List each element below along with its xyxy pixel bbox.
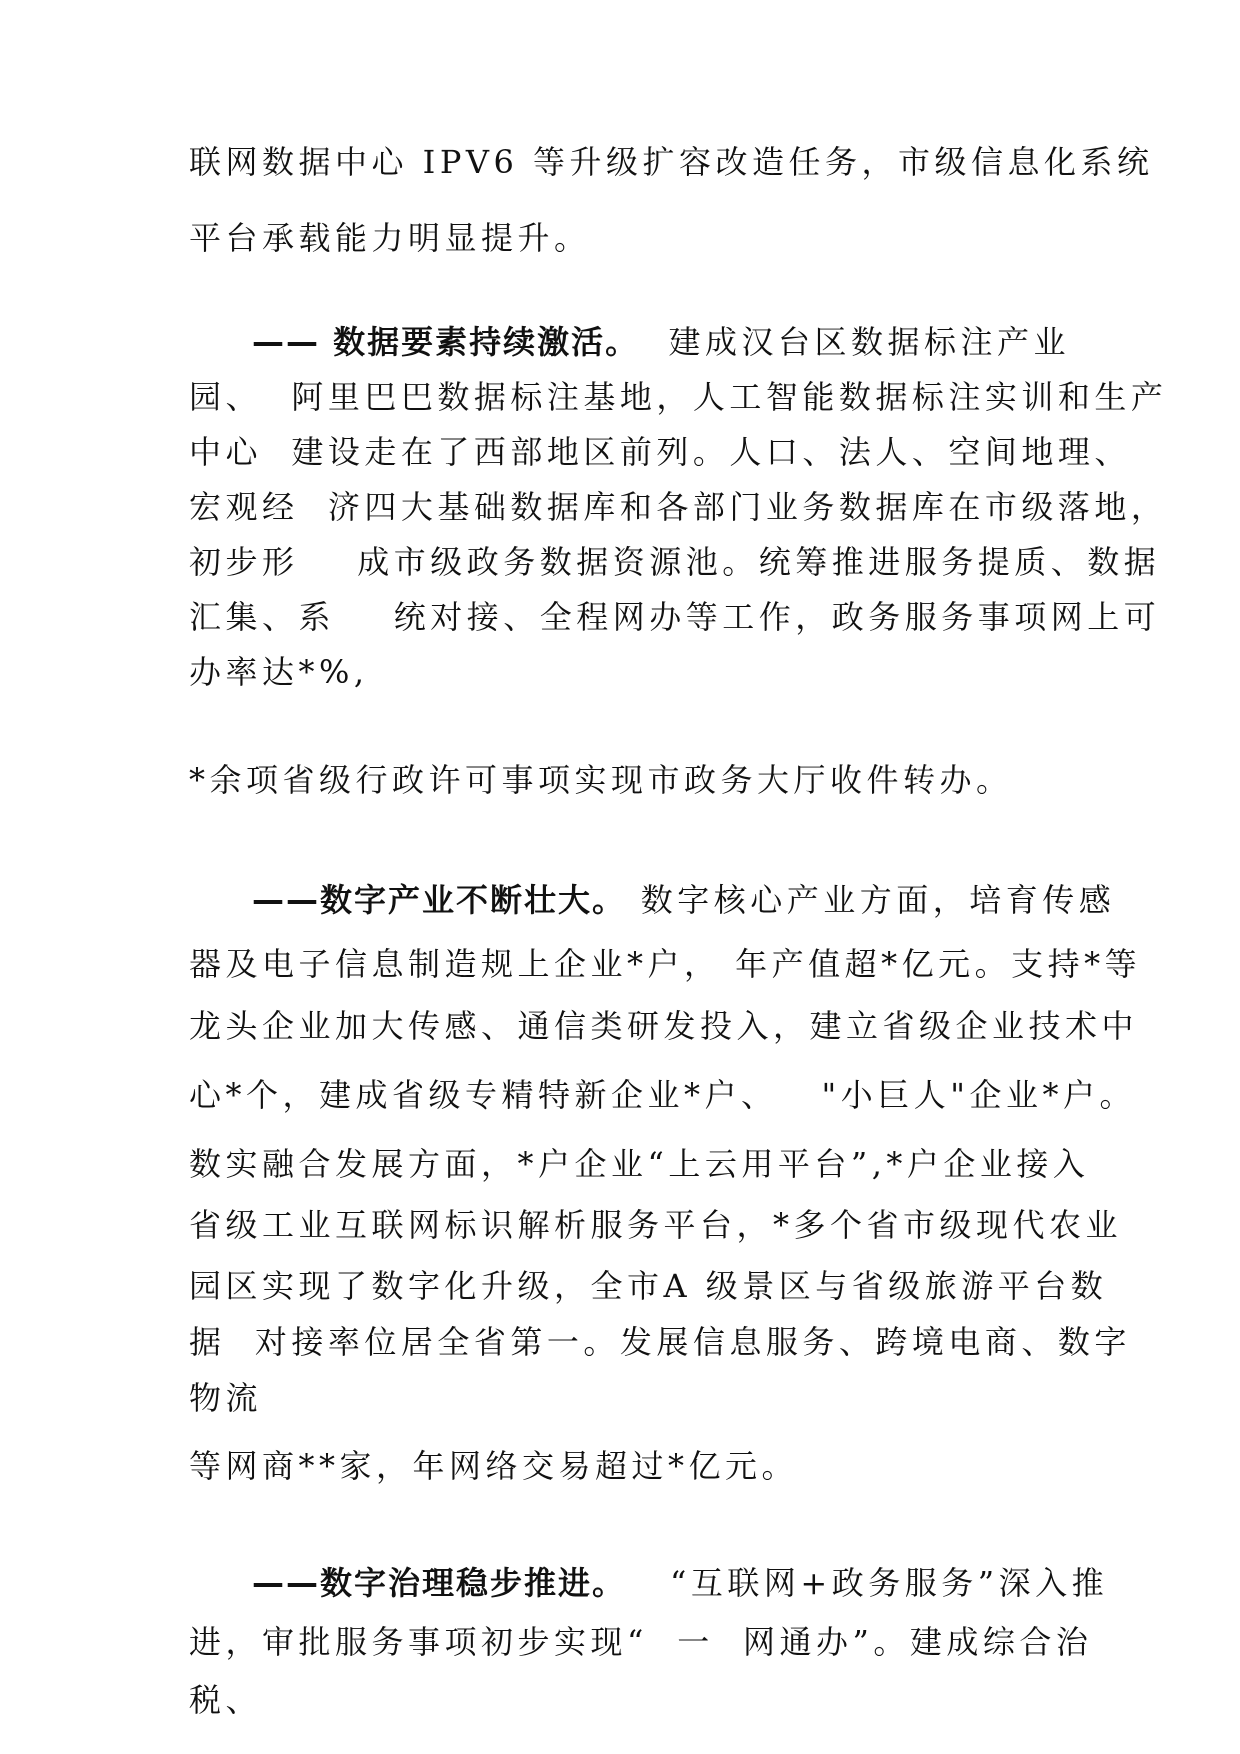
text-line: 汇集、系 统对接、全程网办等工作，政务服务事项网上可 — [189, 598, 1161, 636]
text-line: 据 对接率位居全省第一。发展信息服务、跨境电商、数字 — [189, 1323, 1131, 1361]
text-run: 建成汉台区数据标注产业 — [639, 323, 1071, 361]
text-run: “互联网+政务服务”深入推 — [626, 1564, 1109, 1602]
text-line: 等网商**家，年网络交易超过*亿元。 — [189, 1447, 799, 1485]
text-line: 园、 阿里巴巴数据标注基地，人工智能数据标注实训和生产 — [189, 378, 1168, 416]
text-line: 初步形 成市级政务数据资源池。统筹推进服务提质、数据 — [189, 543, 1161, 581]
text-line: 宏观经 济四大基础数据库和各部门业务数据库在市级落地， — [189, 488, 1168, 526]
text-line: *余项省级行政许可事项实现市政务大厅收件转办。 — [189, 761, 1013, 799]
paragraph-first-line — [252, 322, 1070, 362]
text-line: 税、 — [189, 1681, 263, 1719]
text-line: 平台承载能力明显提升。 — [189, 219, 591, 257]
paragraph-first-line — [252, 1563, 1108, 1603]
section-heading: —— 数据要素持续激活。 — [252, 323, 640, 361]
section-heading: ——数字产业不断壮大。 — [252, 881, 627, 919]
paragraph-first-line — [252, 880, 1115, 920]
section-heading: ——数字治理稳步推进。 — [252, 1564, 627, 1602]
text-line: 器及电子信息制造规上企业*户， 年产值超*亿元。支持*等 — [189, 945, 1142, 983]
text-line: 进，审批服务事项初步实现“ 一 网通办”。建成综合治 — [189, 1623, 1093, 1661]
text-line: 心*个，建成省级专精特新企业*户、 "小巨人"企业*户。 — [189, 1076, 1136, 1114]
text-line: 省级工业互联网标识解析服务平台，*多个省市级现代农业 — [189, 1206, 1123, 1244]
text-line: 物流 — [189, 1379, 263, 1417]
text-run: 数字核心产业方面，培育传感 — [626, 881, 1116, 919]
text-line: 龙头企业加大传感、通信类研发投入，建立省级企业技术中 — [189, 1007, 1139, 1045]
text-line: 办率达*%, — [189, 653, 369, 691]
text-line: 联网数据中心 IPV6 等升级扩容改造任务，市级信息化系统 — [189, 143, 1154, 181]
text-line: 园区实现了数字化升级，全市A 级景区与省级旅游平台数 — [189, 1267, 1108, 1305]
text-line: 数实融合发展方面，*户企业“上云用平台”,*户企业接入 — [189, 1145, 1090, 1183]
text-line: 中心 建设走在了西部地区前列。人口、法人、空间地理、 — [189, 433, 1131, 471]
